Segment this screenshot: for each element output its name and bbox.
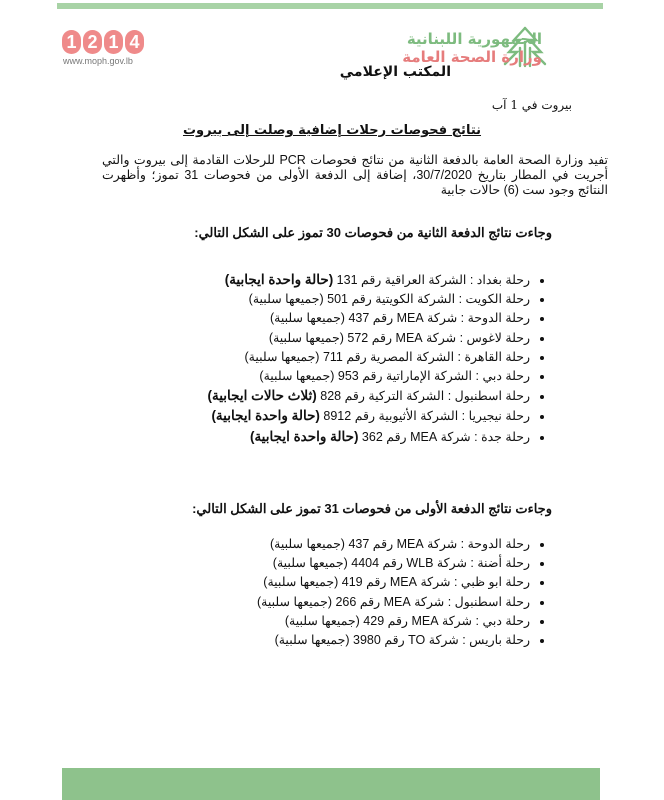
flight-result-item: [257, 535, 530, 554]
hotline-digit: 1: [62, 30, 81, 54]
flight-result-item: [207, 427, 530, 447]
flight-description: رحلة نيجيريا : الشركة الأثيوبية رقم 8912: [323, 409, 530, 424]
hotline-digit: 2: [83, 30, 102, 54]
section2-heading: وجاءت نتائج الدفعة الأولى من فحوصات 31 تموز على الشكل التالي:: [192, 501, 552, 516]
flight-description: رحلة أضنة : شركة WLB رقم 4404: [351, 556, 530, 571]
republic-name: الجمهورية اللبنانية: [406, 30, 542, 48]
document-date: بيروت في 1 آب: [491, 98, 572, 112]
flight-result-item: [207, 309, 530, 328]
flight-result-item: [207, 329, 530, 348]
flight-description: رحلة ابو ظبي : شركة MEA رقم 419: [341, 575, 530, 590]
flight-description: رحلة لاغوس : شركة MEA رقم 572: [347, 330, 530, 345]
flight-result-item: [207, 348, 530, 367]
flight-description: رحلة الدوحة : شركة MEA رقم 437: [348, 537, 530, 551]
flight-description: رحلة اسطنبول : شركة MEA رقم 266: [335, 594, 530, 609]
flight-result-item: [257, 631, 530, 650]
top-decorative-bar: [57, 3, 603, 9]
flight-description: رحلة اسطنبول : الشركة التركية رقم 828: [320, 389, 530, 404]
flight-description: رحلة دبي : شركة MEA رقم 429: [363, 613, 530, 628]
negative-result: (جميعها سلبية): [269, 311, 345, 326]
flight-description: رحلة باريس : شركة TO رقم 3980: [353, 633, 530, 648]
media-office-label: المكتب الإعلامي: [339, 64, 451, 80]
flight-result-item: [257, 593, 530, 612]
negative-result: (جميعها سلبية): [257, 594, 332, 609]
flight-description: رحلة الدوحة : شركة MEA رقم 437: [348, 311, 530, 326]
positive-result: (حالة واحدة ايجابية): [211, 408, 320, 424]
hotline-1214-logo: [62, 30, 144, 54]
flight-description: رحلة بغداد : الشركة العراقية رقم 131: [336, 273, 530, 287]
section1-flight-list: [207, 270, 546, 447]
negative-result: (جميعها سلبية): [274, 633, 350, 648]
negative-result: (جميعها سلبية): [269, 537, 345, 551]
document-title: نتائج فحوصات رحلات إضافية وصلت إلى بيروت: [182, 123, 482, 138]
section2-flight-list: [257, 535, 546, 650]
hotline-digit: 1: [104, 30, 123, 54]
section1-heading: وجاءت نتائج الدفعة الثانية من فحوصات 30 تموز على الشكل التالي:: [194, 225, 552, 240]
negative-result: (جميعها سلبية): [272, 556, 348, 571]
flight-result-item: [207, 270, 530, 290]
flight-result-item: [257, 554, 530, 573]
positive-result: (حالة واحدة ايجابية): [249, 428, 359, 444]
bottom-decorative-bar: [62, 768, 600, 800]
flight-description: رحلة جدة : شركة MEA رقم 362: [361, 429, 530, 444]
flight-result-item: [207, 406, 530, 426]
flight-result-item: [207, 290, 530, 309]
flight-description: رحلة الكويت : الشركة الكويتية رقم 501: [327, 292, 530, 307]
hotline-digit: 4: [125, 30, 144, 54]
negative-result: (جميعها سلبية): [244, 349, 320, 364]
positive-result: (ثلاث حالات ايجابية): [207, 388, 317, 404]
flight-description: رحلة دبي : الشركة الإماراتية رقم 953: [337, 369, 530, 384]
flight-result-item: [207, 367, 530, 386]
negative-result: (جميعها سلبية): [259, 369, 335, 384]
intro-paragraph: تفيد وزارة الصحة العامة بالدفعة الثانية من نتائج فحوصات PCR للرحلات القادمة إلى بيروت والتي أجريت في المطار بتاريخ 30/7/2020، إضافة إلى الدفعة الأولى من فحوصات 31 تموز؛ وأظهرت النتائج وجود ست (6) حالات جابية: [102, 153, 608, 197]
negative-result: (جميعها سلبية): [268, 330, 344, 345]
ministry-name: وزارة الصحة العامة: [402, 48, 542, 66]
flight-description: رحلة القاهرة : الشركة المصرية رقم 711: [322, 349, 530, 364]
website-text: www.moph.gov.lb: [63, 56, 133, 66]
negative-result: (جميعها سلبية): [263, 575, 339, 590]
positive-result: (حالة واحدة ايجابية): [224, 272, 334, 287]
flight-result-item: [257, 612, 530, 631]
flight-result-item: [257, 573, 530, 592]
flight-result-item: [207, 386, 530, 406]
negative-result: (جميعها سلبية): [284, 613, 360, 628]
negative-result: (جميعها سلبية): [248, 292, 324, 307]
